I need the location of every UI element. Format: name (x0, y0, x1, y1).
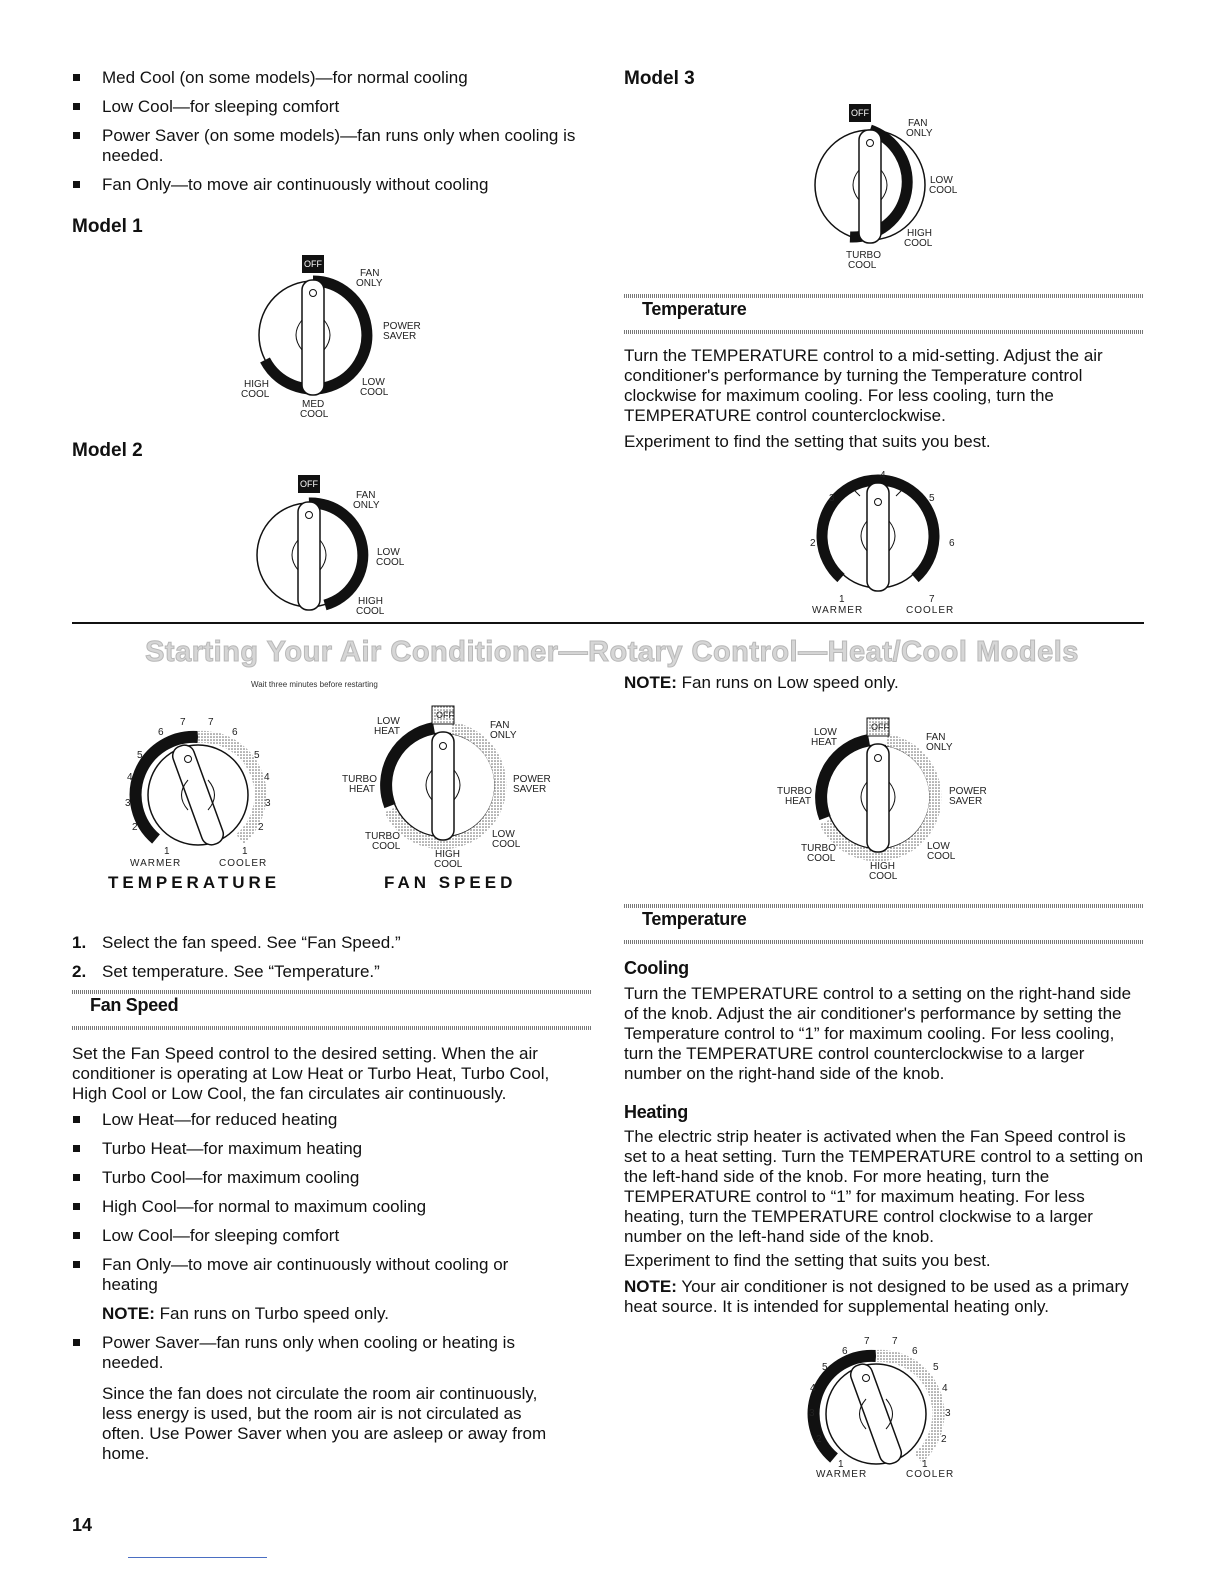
dial-number: 6 (842, 1346, 848, 1357)
off-label: OFF (851, 108, 869, 118)
dial-label: COOL (869, 871, 898, 882)
list-item: Low Cool—for sleeping comfort (72, 97, 592, 117)
dial-label: COOL (848, 260, 877, 271)
note-label: NOTE: (624, 1277, 677, 1296)
dial-label: ONLY (353, 500, 380, 511)
temperature-heatcool-knob-graphic (108, 715, 288, 865)
dial-label: LOW (362, 377, 385, 388)
off-label: OFF (436, 710, 454, 720)
dial-label: ONLY (356, 278, 383, 289)
dial-label: HEAT (374, 726, 400, 737)
dial-label: LOW (377, 547, 400, 558)
list-item: Power Saver (on some models)—fan runs only when cooling is needed. (72, 126, 592, 166)
cooler-label: COOLER (906, 605, 955, 616)
fan-speed-bullet-list (72, 1110, 562, 1473)
dial-label: SAVER (949, 796, 983, 807)
fan-speed-dial (335, 700, 565, 870)
heating-heading: Heating (624, 1102, 688, 1122)
dial-number: 2 (132, 822, 138, 833)
dial-number: 1 (242, 846, 248, 857)
dial-label: COOL (807, 853, 836, 864)
dial-label: HIGH (907, 228, 932, 239)
dial-number: 6 (232, 727, 238, 738)
list-item: Turbo Heat—for maximum heating (72, 1139, 562, 1159)
top-bullet-list (72, 68, 592, 204)
dial-number: 4 (942, 1383, 948, 1394)
dial-label: FAN (356, 490, 376, 501)
dial-label: COOL (372, 841, 401, 852)
off-label: OFF (304, 259, 322, 269)
note-text: Fan runs on Turbo speed only. (159, 1304, 389, 1323)
dial-label: TURBO (777, 786, 812, 797)
list-item: Fan Only—to move air continuously without cooling or heating (72, 1255, 562, 1295)
note-label: NOTE: (624, 673, 677, 692)
temperature-top-para2: Experiment to find the setting that suits you best. (624, 432, 991, 451)
dial-label: COOL (434, 859, 463, 870)
list-item: Fan Only—to move air continuously without cooling (72, 175, 592, 195)
dial-label: POWER (949, 786, 987, 797)
note-text: Your air conditioner is not designed to be used as a primary heat source. It is intended for supplemental heating only. (624, 1277, 1129, 1316)
dial-label: MED (302, 399, 325, 410)
list-item: Med Cool (on some models)—for normal cooling (72, 68, 592, 88)
model3-knob-graphic (790, 100, 990, 275)
steps-list (72, 933, 592, 991)
dial-label: SAVER (513, 784, 547, 795)
dial-number: 1 (839, 594, 845, 605)
dial-label: COOL (241, 389, 270, 400)
model2-heading: Model 2 (72, 440, 143, 461)
off-label: OFF (300, 479, 318, 489)
dial-number: 3 (125, 798, 131, 809)
temperature-top-heading: Temperature (642, 299, 747, 319)
dial-label: ONLY (490, 730, 517, 741)
dial-number: 5 (254, 750, 260, 761)
dial-number: 5 (933, 1362, 939, 1373)
dial-label: TURBO (342, 774, 377, 785)
dial-number: 6 (158, 727, 164, 738)
power-saver-paragraph: Since the fan does not circulate the room air continuously, less energy is used, but the room air is not circulated as often. Use Power Saver when you are asleep or away from home. (102, 1384, 547, 1463)
dial-number: 4 (127, 772, 133, 783)
dial-label: TURBO (801, 843, 836, 854)
dial-number: 7 (208, 717, 214, 728)
step-text: Select the fan speed. See “Fan Speed.” (102, 933, 401, 952)
list-item (72, 933, 592, 953)
dial-number: 2 (941, 1434, 947, 1445)
dial-label: FAN (490, 720, 510, 731)
step-number: 1. (72, 933, 87, 952)
temperature-caption: TEMPERATURE (108, 873, 281, 892)
model1-dial (230, 250, 430, 425)
heating-text: The electric strip heater is activated when the Fan Speed control is set to a heat setting. Turn the TEMPERATURE control to a setting on the left-hand side of the knob. For more heating, turn the TEMPERATURE control to “1” for maximum heating. For less heating, turn the TEMPERATURE control clockwise to a larger number on the left-hand side of the knob. (624, 1127, 1144, 1246)
list-item: Power Saver—fan runs only when cooling or heating is needed. (72, 1333, 562, 1373)
dial-label: LOW (927, 841, 950, 852)
footer-line (128, 1557, 267, 1558)
dial-label: ONLY (906, 128, 933, 139)
dial-number: 6 (949, 538, 955, 549)
dial-label: FAN (926, 732, 946, 743)
temperature-heatcool-dial (108, 715, 288, 865)
temperature-top-header (624, 294, 1144, 334)
dial-number: 7 (864, 1336, 870, 1347)
note-text: Fan runs on Low speed only. (681, 673, 899, 692)
dial-label: COOL (300, 409, 329, 420)
fan-speed-heading: Fan Speed (90, 995, 179, 1015)
note-label: NOTE: (102, 1304, 155, 1323)
dial-number: 2 (258, 822, 264, 833)
temperature-top-dial (800, 466, 970, 621)
temperature-top-para1: Turn the TEMPERATURE control to a mid-setting. Adjust the air conditioner's performance by turning the Temperature control clockwise for maximum cooling. For less cooling, turn the TEMPERATURE control counterclockwise. (624, 346, 1103, 425)
dial-label: LOW (930, 175, 953, 186)
list-item: Turbo Cool—for maximum cooling (72, 1168, 562, 1188)
dial-label: TURBO (365, 831, 400, 842)
heating-note (624, 1277, 1144, 1317)
dial-label: HIGH (870, 861, 895, 872)
dial-number: 1 (164, 846, 170, 857)
dial-label: HEAT (349, 784, 375, 795)
dial-label: COOL (492, 839, 521, 850)
dial-number: 3 (829, 493, 835, 504)
dial-number: 3 (945, 1408, 951, 1419)
dial-number: 2 (816, 1434, 822, 1445)
section-title: Starting Your Air Conditioner—Rotary Control—Heat/Cool Models (145, 636, 1079, 668)
dial-label: POWER (513, 774, 551, 785)
dial-label: HEAT (785, 796, 811, 807)
dial-number: 7 (929, 594, 935, 605)
dial-number: 3 (265, 798, 271, 809)
dial-number: 5 (137, 750, 143, 761)
fan-speed-header (72, 990, 592, 1030)
dial-number: 5 (822, 1362, 828, 1373)
list-item: High Cool—for normal to maximum cooling (72, 1197, 562, 1217)
dial-number: 7 (180, 717, 186, 728)
dial-label: FAN (360, 268, 380, 279)
step-text: Set temperature. See “Temperature.” (102, 962, 380, 981)
temperature-bottom-dial (796, 1334, 976, 1484)
note-low-speed (624, 673, 899, 693)
model3-heading: Model 3 (624, 68, 695, 89)
dial-label: HIGH (358, 596, 383, 607)
dial-label: HIGH (435, 849, 460, 860)
dial-number: 3 (809, 1408, 815, 1419)
warmer-label: WARMER (812, 605, 864, 616)
dial-number: 4 (880, 470, 886, 481)
temperature-bottom-heading: Temperature (642, 909, 747, 929)
dial-number: 6 (912, 1346, 918, 1357)
dial-label: TURBO (846, 250, 881, 261)
dial-label: COOL (360, 387, 389, 398)
temperature-bottom-header (624, 904, 1144, 944)
dial-label: HEAT (811, 737, 837, 748)
fan-speed-intro: Set the Fan Speed control to the desired setting. When the air conditioner is operating at Low Heat or Turbo Heat, Turbo Cool, High Cool or Low Cool, the fan circulates air continuously. (72, 1044, 550, 1103)
cooling-text: Turn the TEMPERATURE control to a setting on the right-hand side of the knob. Adjust the air conditioner's performance by setting the Temperature control to “1” for maximum cooling. For less cooling, turn the TEMPERATURE control counterclockwise to a larger number on the right-hand side of the knob. (624, 984, 1132, 1083)
dial-label: LOW (814, 727, 837, 738)
dial-label: COOL (376, 557, 405, 568)
cooler-label: COOLER (906, 1469, 955, 1480)
dial-label: ONLY (926, 742, 953, 753)
dial-label: COOL (929, 185, 958, 196)
model2-dial (225, 472, 425, 622)
model1-heading: Model 1 (72, 216, 143, 237)
experiment-text: Experiment to find the setting that suits you best. (624, 1251, 991, 1270)
dial-number: 1 (838, 1459, 844, 1470)
cooler-label: COOLER (219, 858, 268, 869)
fan-speed-note (72, 1304, 562, 1324)
dial-number: 4 (810, 1383, 816, 1394)
dial-label: COOL (904, 238, 933, 249)
dial-label: SAVER (383, 331, 417, 342)
dial-number: 1 (922, 1459, 928, 1470)
cooling-heading: Cooling (624, 958, 689, 978)
dial-number: 5 (929, 493, 935, 504)
temperature-top-knob-graphic (800, 466, 970, 621)
dial-label: HIGH (244, 379, 269, 390)
fan-speed-caption: FAN SPEED (384, 873, 517, 892)
dial-number: 2 (810, 538, 816, 549)
dial-label: COOL (927, 851, 956, 862)
list-item: Low Cool—for sleeping comfort (72, 1226, 562, 1246)
dial-label: LOW (492, 829, 515, 840)
fan-speed-dial-right (770, 712, 1000, 882)
dial-label: LOW (377, 716, 400, 727)
step-number: 2. (72, 962, 87, 981)
off-label: OFF (871, 722, 889, 732)
list-item: Low Heat—for reduced heating (72, 1110, 562, 1130)
dial-label: FAN (908, 118, 928, 129)
list-item (72, 962, 592, 982)
dial-label: COOL (356, 606, 385, 617)
dial-label: POWER (383, 321, 421, 332)
page-number: 14 (72, 1515, 93, 1535)
wait-note: Wait three minutes before restarting (251, 680, 378, 689)
section-divider (72, 622, 1144, 624)
model3-dial (790, 100, 990, 275)
warmer-label: WARMER (130, 858, 182, 869)
dial-number: 7 (892, 1336, 898, 1347)
warmer-label: WARMER (816, 1469, 868, 1480)
dial-number: 4 (264, 772, 270, 783)
